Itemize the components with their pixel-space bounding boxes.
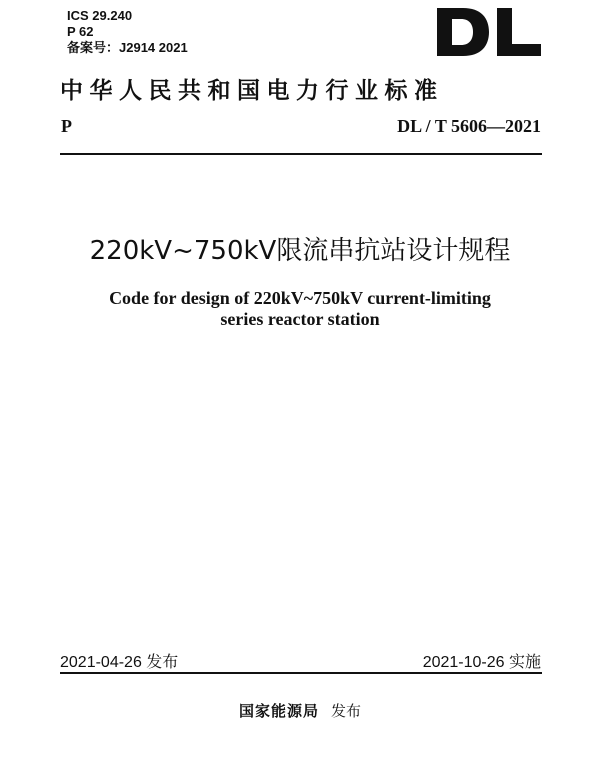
dl-logo <box>437 8 541 56</box>
issuer <box>0 700 600 721</box>
issuer-org: 国家能源局 <box>238 702 319 720</box>
title-english-line2: series reactor station <box>220 309 380 329</box>
implementation-date: 2021-10-26 实施 <box>422 654 541 671</box>
ics-number: ICS 29.240 <box>67 8 133 23</box>
classification-code: P 62 <box>67 24 94 39</box>
issue-date: 2021-04-26 发布 <box>60 654 179 671</box>
title-english-line1: Code for design of 220kV~750kV current-limiting <box>109 288 491 308</box>
bottom-divider <box>60 672 542 674</box>
title-chinese: 220kV~750kV限流串抗站设计规程 <box>89 236 511 266</box>
standard-left-code: P <box>61 116 72 136</box>
standard-number: DL / T 5606—2021 <box>397 116 541 136</box>
standard-category: 中华人民共和国电力行业标准 <box>60 77 444 104</box>
issuer-action: 发布 <box>331 702 362 720</box>
top-divider <box>60 153 542 155</box>
record-number: 备案号：J2914 2021 <box>67 40 188 55</box>
